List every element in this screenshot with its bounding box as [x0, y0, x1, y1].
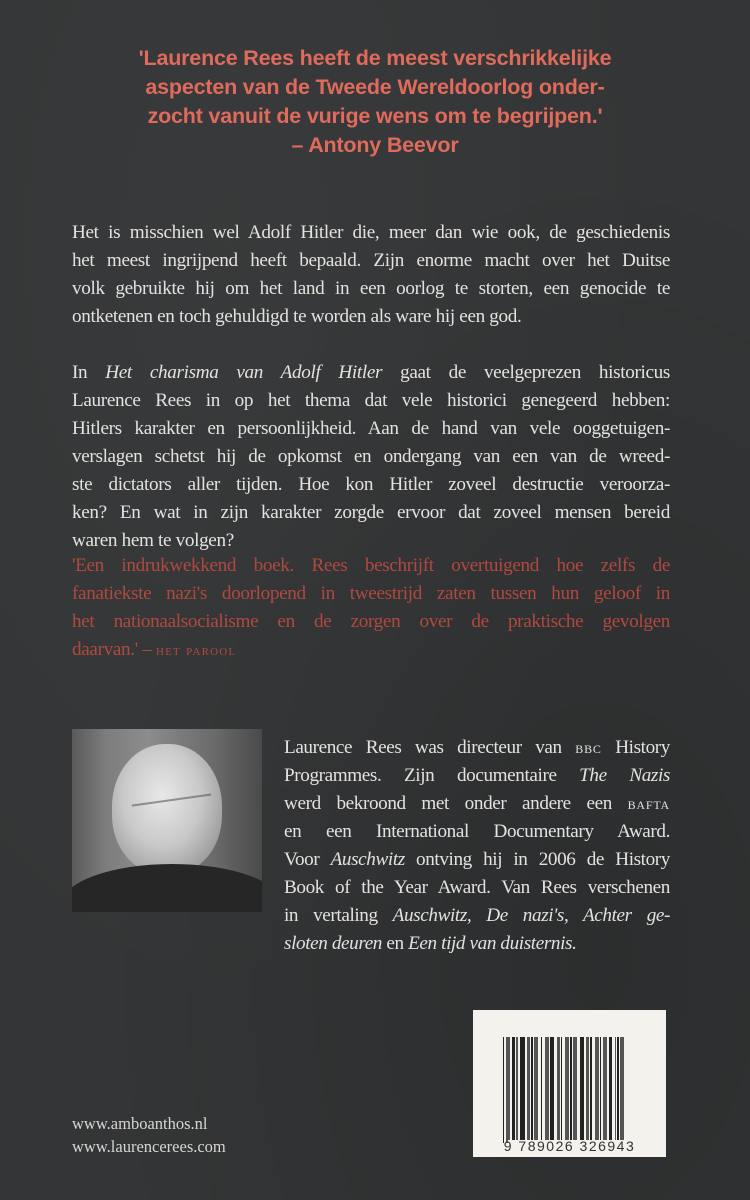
- quote-line: aspecten van de Tweede Wereldoorlog onder-: [145, 75, 605, 99]
- book-title: Auschwitz: [330, 849, 405, 870]
- book-title: sloten deuren: [284, 933, 382, 954]
- bio-line: [284, 762, 670, 790]
- blurb-paragraph-1: [72, 219, 670, 331]
- bio-line: [284, 902, 670, 930]
- website-links: [72, 1112, 226, 1158]
- bio-line: [284, 790, 670, 818]
- text-line: ste dictators aller tijden. Hoe kon Hitler zoveel destructie veroorza-: [72, 474, 670, 495]
- text-fragment: gaat de veelgeprezen historicus: [382, 362, 670, 383]
- text-fragment: en: [382, 933, 409, 954]
- quote-line: [72, 636, 670, 665]
- isbn-barcode: [473, 1010, 666, 1157]
- text-fragment: in vertaling: [284, 905, 393, 926]
- quote-source: het parool: [155, 642, 237, 659]
- quote-line: zocht vanuit de vurige wens om te begrijpen.': [147, 104, 603, 128]
- author-photo: [72, 729, 262, 912]
- text-line: Het is misschien wel Adolf Hitler die, meer dan wie ook, de geschiedenis: [72, 222, 670, 243]
- author-url[interactable]: www.laurencerees.com: [72, 1137, 226, 1156]
- text-line: ken? En wat in zijn karakter zorgde ervoor dat zoveel mensen bereid: [72, 502, 670, 523]
- barcode-bar: [624, 1037, 627, 1143]
- book-titles: Auschwitz, De nazi's, Achter ge-: [392, 905, 670, 926]
- text-fragment: ontving hij in 2006 de History: [404, 849, 670, 870]
- text-line: volk gebruikte hij om het land in een oorlog te storten, een genocide te: [72, 278, 670, 299]
- text-line: [72, 359, 670, 387]
- quote-line: 'Een indrukwekkend boek. Rees beschrijft overtuigend hoe zelfs de: [72, 555, 670, 576]
- bio-line: [284, 846, 670, 874]
- text-line: het meest ingrijpend heeft bepaald. Zijn enorme macht over het Duitse: [72, 250, 670, 271]
- quote-line: het nationaalsocialisme en de zorgen over de praktische gevolgen: [72, 611, 670, 632]
- bio-line: en een International Documentary Award.: [284, 821, 670, 842]
- bio-line: [284, 734, 670, 762]
- text-fragment: werd bekroond met onder andere een: [284, 793, 628, 814]
- text-line: verslagen schetst hij de opkomst en ondergang van een van de wreed-: [72, 446, 670, 467]
- text-fragment: Voor: [284, 849, 331, 870]
- text-line: Hitlers karakter en persoonlijkheid. Aan de hand van vele ooggetuigen-: [72, 418, 670, 439]
- bafta-smallcaps: bafta: [627, 794, 670, 813]
- text-line: Laurence Rees in op het thema dat vele historici genegeerd hebben:: [72, 390, 670, 411]
- endorsement-quote-beevor: [60, 44, 690, 160]
- text-line: ontketenen en toch gehuldigd te worden als ware hij een god.: [72, 306, 522, 327]
- book-title: Een tijd van duisternis.: [408, 933, 577, 954]
- isbn-number: 9 789026 326943: [503, 1138, 636, 1154]
- review-quote-parool: [72, 552, 670, 665]
- publisher-url[interactable]: www.amboanthos.nl: [72, 1114, 208, 1133]
- quote-line: fanatiekste nazi's doorlopend in tweestrijd zaten tussen hun geloof in: [72, 583, 670, 604]
- text-line: waren hem te volgen?: [72, 530, 234, 551]
- quote-attribution: – Antony Beevor: [291, 133, 459, 157]
- barcode-bars: [503, 1037, 639, 1143]
- author-shoulders: [72, 864, 262, 912]
- text-fragment: In: [72, 362, 106, 383]
- text-fragment: Laurence Rees was directeur van: [284, 737, 576, 758]
- documentary-title: The Nazis: [579, 765, 670, 786]
- quote-line: 'Laurence Rees heeft de meest verschrikkelijke: [138, 46, 612, 70]
- text-fragment: History: [601, 737, 670, 758]
- book-title: Het charisma van Adolf Hitler: [105, 362, 383, 383]
- blurb-paragraph-2: [72, 359, 670, 555]
- bbc-smallcaps: bbc: [575, 738, 602, 757]
- bio-line: [284, 930, 670, 958]
- bio-line: Book of the Year Award. Van Rees verschenen: [284, 877, 670, 898]
- text-fragment: Programmes. Zijn documentaire: [284, 765, 580, 786]
- author-bio: [284, 734, 670, 958]
- text-fragment: daarvan.' –: [72, 639, 156, 660]
